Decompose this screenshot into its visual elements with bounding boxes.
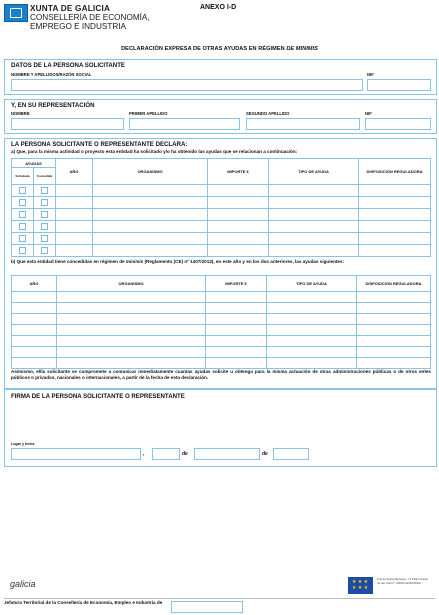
col-concedida: Concedida: [34, 168, 56, 185]
lugar-fecha-label: Lugar y fecha: [11, 442, 35, 446]
solicitada-checkbox[interactable]: [19, 247, 26, 254]
org-name: [30, 4, 150, 31]
firma-section: [4, 389, 437, 467]
solicitante-section: [4, 59, 437, 95]
solicitada-checkbox[interactable]: [19, 199, 26, 206]
solicitada-checkbox[interactable]: [19, 187, 26, 194]
de-sep-2: de: [262, 451, 268, 457]
col-disposicion: DISPOSICIÓN REGULADORA: [359, 159, 431, 185]
solicitante-title: DATOS DE LA PERSONA SOLICITANTE: [11, 62, 125, 69]
jefatura-text: Jefatura Territorial de la Consellería de Economía, Empleo e Industria de: [4, 600, 163, 605]
org-line3: EMPREGO E INDUSTRIA: [30, 22, 126, 31]
concedida-checkbox[interactable]: [41, 199, 48, 206]
table-row: [12, 221, 431, 233]
org-line1: XUNTA DE GALICIA: [30, 4, 111, 13]
footer-divider: [4, 598, 435, 599]
concedida-checkbox[interactable]: [41, 223, 48, 230]
annex-label: ANEXO I-D: [200, 4, 237, 11]
solicitada-checkbox[interactable]: [19, 223, 26, 230]
de-sep-1: de: [182, 451, 188, 457]
rep-nif-label: NIF: [365, 111, 372, 116]
declara-a-text: a) Que, para la misma actividad o proyecto esta entidad ha solicitado y/o ha obtenido las ayudas que se relacionan a continuación:: [11, 149, 298, 154]
table-row[interactable]: [12, 347, 431, 358]
col-tipo: TIPO DE AYUDA: [267, 276, 357, 292]
col-disposicion: DISPOSICIÓN REGULADORA: [357, 276, 431, 292]
name-label: NOMBRE Y APELLIDOS/RAZÓN SOCIAL: [11, 72, 92, 77]
col-solicitada: Solicitada: [12, 168, 34, 185]
lugar-field[interactable]: [11, 448, 141, 460]
table-row[interactable]: [12, 292, 431, 303]
concedida-checkbox[interactable]: [41, 211, 48, 218]
xunta-logo-icon: [4, 4, 28, 22]
eu-text: Fondo Social Europeo "O FSE invierte no teu futuro" UNIÓN EUROPEA: [377, 577, 429, 585]
col-importe: IMPORTE €: [206, 276, 267, 292]
col-organismo: ORGANISMO: [57, 276, 206, 292]
concedida-checkbox[interactable]: [41, 187, 48, 194]
nif-label: NIF: [367, 72, 374, 77]
col-organismo: ORGANISMO: [93, 159, 208, 185]
declara-title: LA PERSONA SOLICITANTE O REPRESENTANTE DECLARA:: [11, 141, 188, 148]
nombre-label: NOMBRE: [11, 111, 30, 116]
table-row[interactable]: [12, 358, 431, 369]
table-row[interactable]: [12, 303, 431, 314]
col-ayudas: AYUDAS: [12, 159, 56, 168]
declara-b-text-2: (Reglamento (CE) nº 1407/2013), en este año y en los dos anteriores, las ayudas siguientes:: [143, 259, 345, 264]
mes-field[interactable]: [194, 448, 260, 460]
table-row: [12, 197, 431, 209]
ayudas-table-b: [11, 275, 431, 369]
concedida-checkbox[interactable]: [41, 235, 48, 242]
table-row[interactable]: [12, 325, 431, 336]
page-title-emph: DE MINIMIS: [286, 46, 318, 52]
declara-b-text: [11, 259, 431, 265]
jefatura-field[interactable]: [171, 601, 243, 613]
col-anio: AÑO: [56, 159, 93, 185]
declara-b-text-emph: minimis: [125, 259, 144, 264]
solicitada-checkbox[interactable]: [19, 235, 26, 242]
table-row: [12, 233, 431, 245]
table-row[interactable]: [12, 314, 431, 325]
col-importe: IMPORTE €: [208, 159, 269, 185]
representacion-title: Y, EN SU REPRESENTACIÓN: [11, 102, 95, 109]
concedida-checkbox[interactable]: [41, 247, 48, 254]
comma-sep: ,: [143, 451, 145, 457]
solicitada-checkbox[interactable]: [19, 211, 26, 218]
rep-nif-field[interactable]: [365, 118, 431, 130]
primer-apellido-field[interactable]: [129, 118, 240, 130]
declara-section: [4, 138, 437, 389]
representacion-section: [4, 99, 437, 134]
col-anio: AÑO: [12, 276, 57, 292]
table-row: [12, 245, 431, 257]
dia-field[interactable]: [152, 448, 180, 460]
segundo-apellido-label: SEGUNDO APELLIDO: [246, 111, 290, 116]
table-row: [12, 185, 431, 197]
col-tipo: TIPO DE AYUDA: [269, 159, 359, 185]
nif-field[interactable]: [367, 79, 431, 91]
segundo-apellido-field[interactable]: [246, 118, 360, 130]
nombre-field[interactable]: [11, 118, 124, 130]
anio-field[interactable]: [273, 448, 309, 460]
ayudas-table-a: [11, 158, 431, 257]
page-title-prefix: DECLARACIÓN EXPRESA DE OTRAS AYUDAS EN RÉGIMEN: [121, 46, 287, 52]
table-row[interactable]: [12, 336, 431, 347]
eu-stars-icon: ★ ★ ★ ★ ★ ★: [351, 579, 369, 591]
table-row: [12, 209, 431, 221]
firma-title: FIRMA DE LA PERSONA SOLICITANTE O REPRESENTANTE: [11, 393, 185, 400]
page-title: [0, 46, 439, 52]
declara-b-text-1: b) Que esta entidad tiene concedidas en régimen de: [11, 259, 126, 264]
primer-apellido-label: PRIMER APELLIDO: [129, 111, 168, 116]
galicia-logo: galicia: [10, 579, 36, 589]
compromiso-text: Asimismo, el/la solicitante se compromete a comunicar inmediatamente cuantas ayudas solicite u obtenga para la misma actuación de otras administraciones públicas o de otros entes públicos o privados, nacionales o internacionales, a partir de la fecha de esta declaración.: [11, 369, 431, 380]
name-field[interactable]: [11, 79, 363, 91]
org-line2: CONSELLERÍA DE ECONOMÍA,: [30, 13, 150, 22]
